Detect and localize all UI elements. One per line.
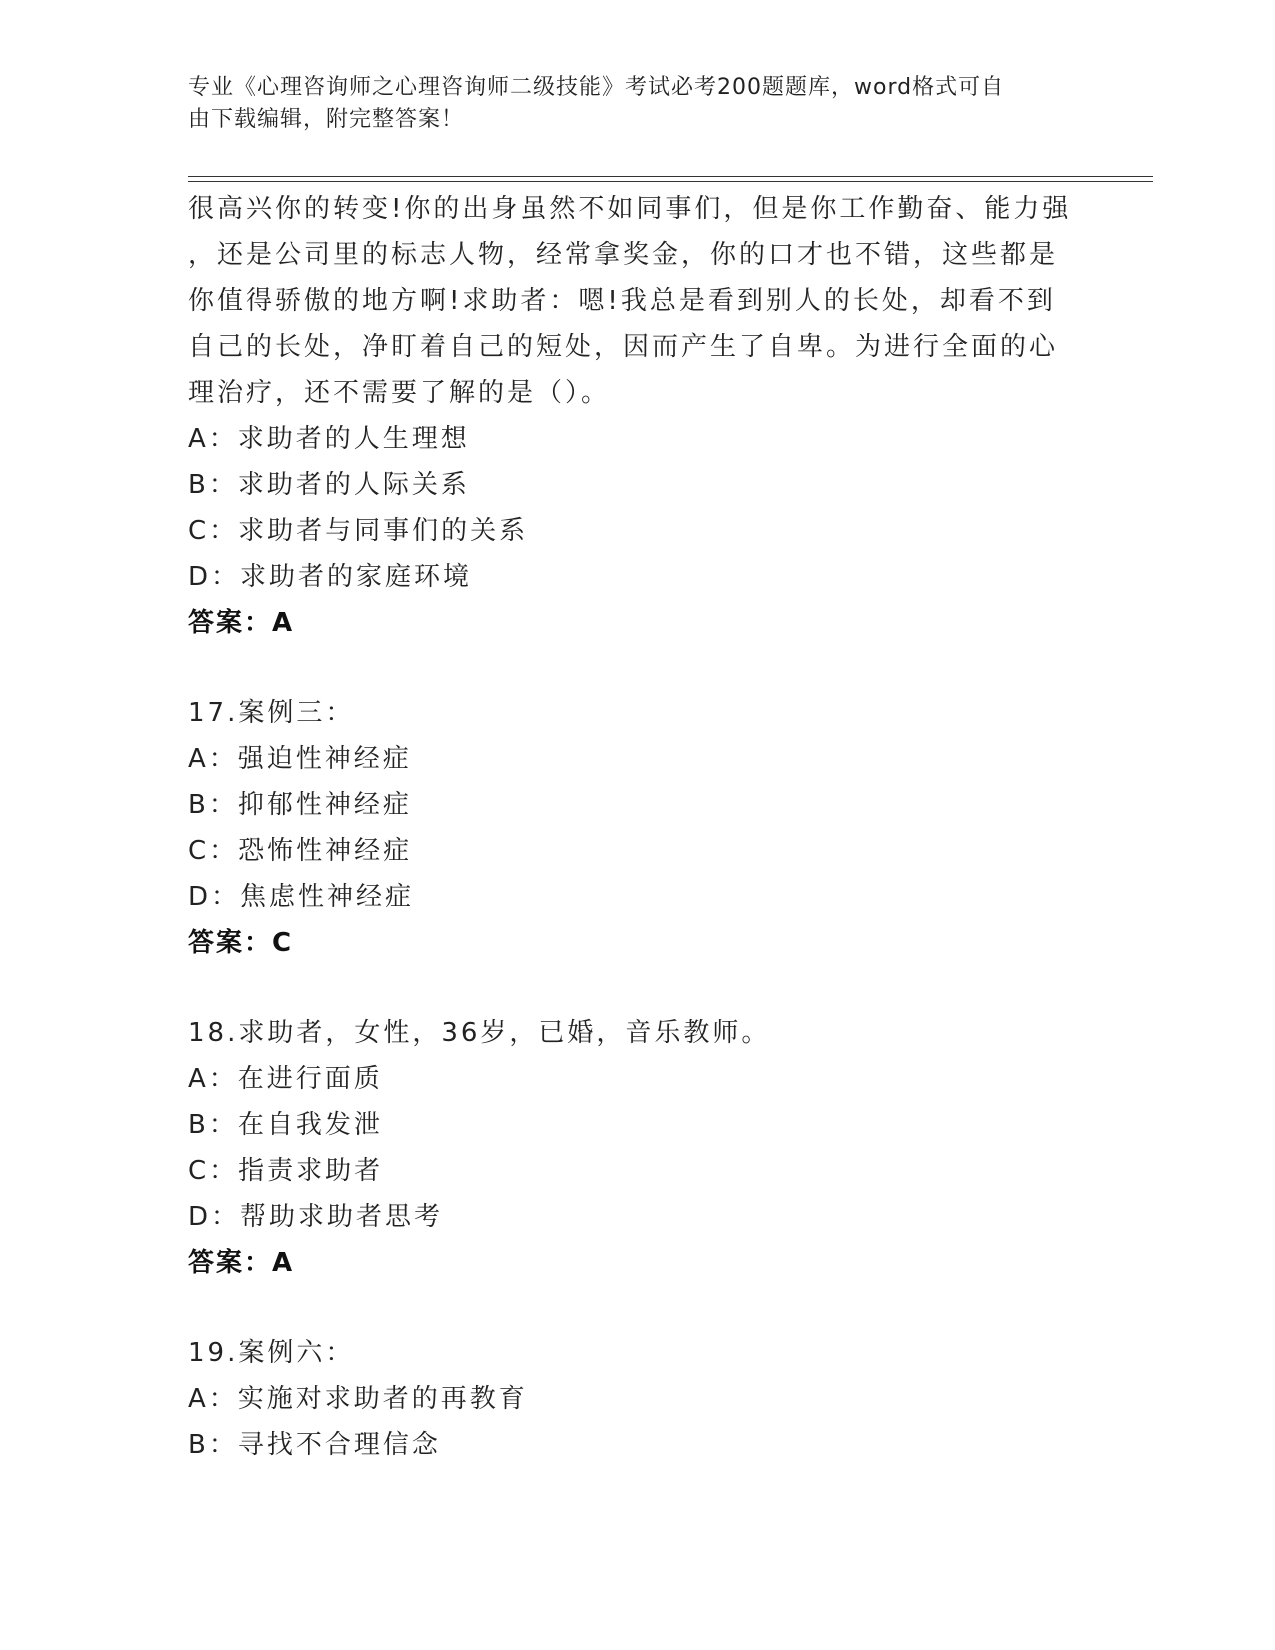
answer-line: 答案：A bbox=[188, 1248, 295, 1278]
question-17 bbox=[188, 690, 1088, 966]
option-a: A：实施对求助者的再教育 bbox=[188, 1384, 528, 1414]
spacer bbox=[188, 646, 1088, 690]
option-b: B：寻找不合理信念 bbox=[188, 1430, 441, 1460]
option-b: B：抑郁性神经症 bbox=[188, 790, 412, 820]
option-c: C：恐怖性神经症 bbox=[188, 836, 413, 866]
option-b: B：求助者的人际关系 bbox=[188, 470, 470, 500]
question-title: 19.案例六： bbox=[188, 1338, 355, 1368]
option-c: C：求助者与同事们的关系 bbox=[188, 516, 529, 546]
question-text-line: 很高兴你的转变!你的出身虽然不如同事们，但是你工作勤奋、能力强 bbox=[188, 194, 1072, 224]
question-text-line: 你值得骄傲的地方啊!求助者：嗯!我总是看到别人的长处，却看不到 bbox=[188, 286, 1056, 316]
question-title: 18.求助者，女性，36岁，已婚，音乐教师。 bbox=[188, 1018, 771, 1048]
header-divider-bottom bbox=[188, 181, 1153, 182]
question-19 bbox=[188, 1330, 1088, 1468]
question-text-line: 理治疗，还不需要了解的是（）。 bbox=[188, 378, 611, 408]
question-18 bbox=[188, 1010, 1088, 1286]
answer-line: 答案：C bbox=[188, 928, 294, 958]
option-a: A：求助者的人生理想 bbox=[188, 424, 470, 454]
header-divider-top bbox=[188, 176, 1153, 177]
document-header bbox=[188, 72, 1068, 136]
question-text-line: ，还是公司里的标志人物，经常拿奖金，你的口才也不错，这些都是 bbox=[188, 240, 1059, 270]
question-16-continued bbox=[188, 186, 1088, 646]
question-text-line: 自己的长处，净盯着自己的短处，因而产生了自卑。为进行全面的心 bbox=[188, 332, 1059, 362]
header-line-1: 专业《心理咨询师之心理咨询师二级技能》考试必考200题题库，word格式可自 bbox=[188, 75, 1005, 100]
option-d: D：焦虑性神经症 bbox=[188, 882, 415, 912]
spacer bbox=[188, 1286, 1088, 1330]
option-d: D：帮助求助者思考 bbox=[188, 1202, 444, 1232]
question-title: 17.案例三： bbox=[188, 698, 355, 728]
document-body bbox=[188, 186, 1088, 1468]
option-d: D：求助者的家庭环境 bbox=[188, 562, 473, 592]
header-line-2: 由下载编辑，附完整答案！ bbox=[188, 107, 465, 132]
option-b: B：在自我发泄 bbox=[188, 1110, 383, 1140]
option-a: A：强迫性神经症 bbox=[188, 744, 412, 774]
spacer bbox=[188, 966, 1088, 1010]
answer-line: 答案：A bbox=[188, 608, 295, 638]
option-a: A：在进行面质 bbox=[188, 1064, 383, 1094]
option-c: C：指责求助者 bbox=[188, 1156, 384, 1186]
